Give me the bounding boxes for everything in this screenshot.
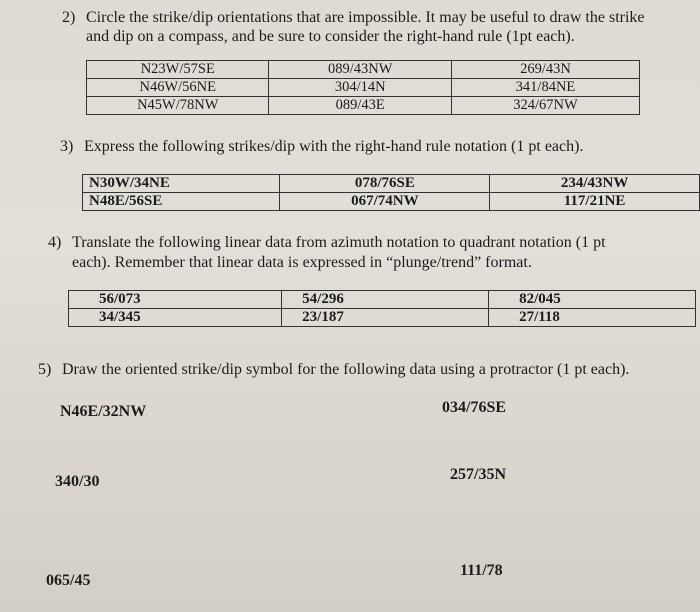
q2-text-line2: and dip on a compass, and be sure to consider the right-hand rule (1pt each).: [86, 28, 575, 45]
q5-number: 5): [38, 361, 52, 378]
q5-item: N46E/32NW: [60, 403, 147, 420]
q3-line1: [60, 137, 583, 157]
table-cell: 324/67NW: [451, 97, 639, 115]
table-row: [87, 61, 640, 79]
q4-number: 4): [48, 234, 62, 251]
q5-item: 340/30: [55, 473, 100, 490]
q5-item: 257/35N: [450, 466, 506, 483]
table-row: [69, 291, 696, 309]
table-cell: 067/74NW: [280, 193, 490, 211]
q4-line1: [48, 233, 606, 253]
table-cell: N48E/56SE: [83, 193, 280, 211]
table-row: [69, 309, 696, 327]
q4-text-line1: Translate the following linear data from azimuth notation to quadrant notation (1 pt: [72, 234, 606, 251]
table-cell: 234/43NW: [490, 175, 700, 193]
q3-text-line1: Express the following strikes/dip with the right-hand rule notation (1 pt each).: [84, 138, 584, 155]
q5-item: 065/45: [46, 572, 91, 589]
q3-number: 3): [60, 138, 74, 155]
q3-table: [82, 174, 700, 211]
table-cell: 089/43E: [269, 97, 451, 115]
table-cell: 56/073: [69, 291, 282, 309]
table-cell: 34/345: [69, 309, 282, 327]
table-cell: 089/43NW: [269, 61, 451, 79]
table-row: [83, 193, 700, 211]
table-cell: 304/14N: [269, 79, 451, 97]
q4-table: [68, 290, 696, 327]
q5-item: 111/78: [460, 562, 503, 579]
table-cell: N45W/78NW: [87, 97, 269, 115]
q2-line1: [62, 8, 645, 28]
table-cell: N23W/57SE: [87, 61, 269, 79]
q5-line1: [38, 360, 629, 380]
q4-text-line2: each). Remember that linear data is expressed in “plunge/trend” format.: [72, 254, 532, 271]
table-cell: 117/21NE: [490, 193, 700, 211]
table-cell: 54/296: [282, 291, 489, 309]
table-cell: N46W/56NE: [87, 79, 269, 97]
table-cell: 269/43N: [451, 61, 639, 79]
table-row: [87, 79, 640, 97]
q2-text-line1: Circle the strike/dip orientations that are impossible. It may be useful to draw the strike: [86, 9, 645, 26]
table-cell: 078/76SE: [280, 175, 490, 193]
table-row: [87, 97, 640, 115]
q5-item: 034/76SE: [442, 399, 507, 416]
table-cell: 341/84NE: [451, 79, 639, 97]
q2-number: 2): [62, 9, 76, 26]
q2-table: [86, 60, 640, 115]
q5-text-line1: Draw the oriented strike/dip symbol for the following data using a protractor (1 pt each).: [62, 361, 630, 378]
table-cell: 82/045: [489, 291, 696, 309]
table-cell: N30W/34NE: [83, 175, 280, 193]
table-cell: 27/118: [489, 309, 696, 327]
table-cell: 23/187: [282, 309, 489, 327]
table-row: [83, 175, 700, 193]
